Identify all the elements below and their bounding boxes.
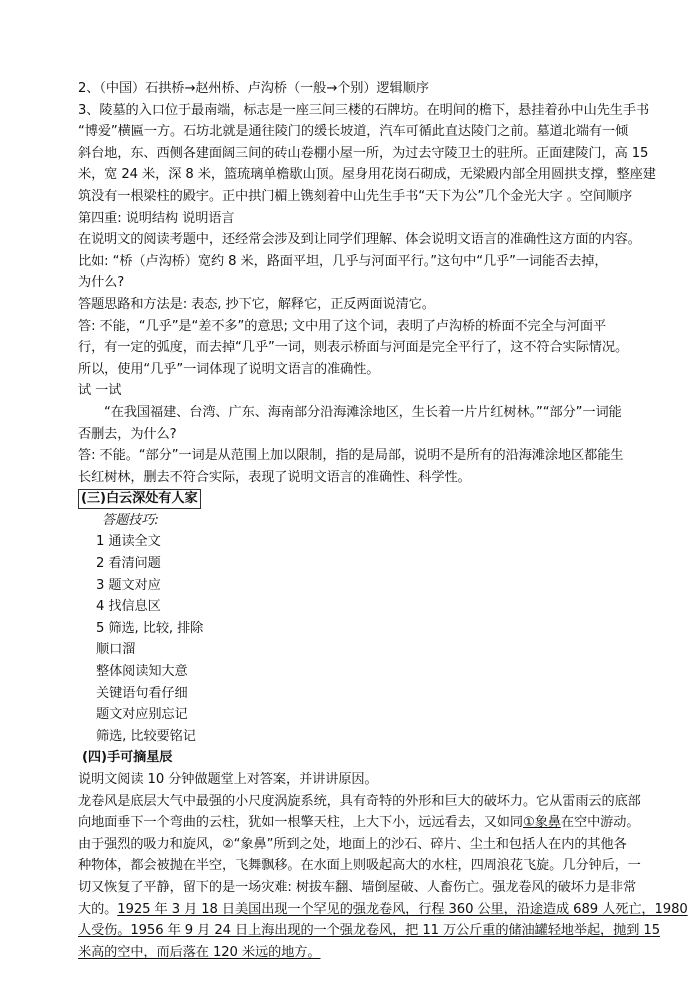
- section-heading-3: (三)白云深处有人家: [78, 489, 201, 509]
- paragraph-line: 答: 不能。“部分”一词是从范围上加以限制，指的是局部，说明不是所有的沿海滩涂地区都能生: [78, 448, 624, 464]
- list-item: 4 找信息区: [96, 599, 161, 615]
- rhyme-title: 顺口溜: [96, 642, 136, 658]
- paragraph-line: 米，宽 24 米，深 8 米，篮琉璃单檐歇山顶。屋身用花岗石砌成，无梁殿内部全用圆拱支撑，整座建: [78, 167, 656, 183]
- list-item: 3 题文对应: [96, 577, 161, 593]
- paragraph-line: 切又恢复了平静，留下的是一场灾难: 树拔车翻、墙倒屋破、人畜伤亡。强龙卷风的破坏力是非常: [78, 879, 637, 895]
- text-run: 在空中游动。: [560, 815, 640, 831]
- underlined-line: 人受伤。1956 年 9 月 24 日上海出现的一个强龙卷风，把 11 万公斤重的储油罐轻地举起，抛到 15: [78, 923, 660, 939]
- underlined-line: 米高的空中，而后落在 120 米远的地方。: [78, 944, 321, 960]
- paragraph-line: “在我国福建、台湾、广东、海南部分沿海滩涂地区，生长着一片片红树林。”“部分”一词能: [104, 404, 622, 420]
- paragraph-line: 在说明文的阅读考题中，还经常会涉及到让同学们理解、体会说明文语言的准确性这方面的内容。: [78, 232, 641, 248]
- text-run: 大的。: [78, 901, 118, 917]
- paragraph-line: 斜台地，东、西侧各建面阔三间的砖山卷棚小屋一所，为过去守陵卫士的驻所。正面建陵门，高 15: [78, 145, 649, 161]
- text-run: 向地面垂下一个弯曲的云柱，犹如一根擎天柱，上大下小，远远看去，又如同: [78, 815, 523, 831]
- paragraph-line: 否删去，为什么?: [78, 426, 177, 442]
- paragraph-line: 比如: “桥（卢沟桥）宽约 8 米，路面平坦，几乎与河面平行。”这句中“几乎”一词能否去掉，: [78, 253, 608, 269]
- paragraph-line: “博爱”横匾一方。石坊北就是通往陵门的缓长坡道，汽车可循此直达陵门之前。墓道北端有一倾: [78, 124, 629, 140]
- paragraph-line: 行，有一定的弧度，而去掉“几乎”一词，则表示桥面与河面是完全平行了，这不符合实际情况。: [78, 340, 629, 356]
- rhyme-line: 整体阅读知大意: [96, 664, 188, 680]
- paragraph-line: 筑没有一根梁柱的殿宇。正中拱门楣上镌刻着中山先生手书“天下为公”几个金光大字 。空间顺序: [78, 188, 633, 204]
- paragraph-line: 长红树林，删去不符合实际，表现了说明文语言的准确性、科学性。: [78, 469, 471, 485]
- document-body: [78, 78, 688, 963]
- section-heading-4: (四)手可摘星辰: [82, 750, 173, 766]
- paragraph-line: 所以，使用“几乎”一词体现了说明文语言的准确性。: [78, 361, 380, 377]
- paragraph-line: 由于强烈的吸力和旋风，②“象鼻”所到之处，地面上的沙石、碎片、尘土和包括人在内的其他各: [78, 836, 627, 852]
- paragraph-line: 2、（中国）石拱桥→赵州桥、卢沟桥（一般→个别）逻辑顺序: [78, 81, 429, 96]
- underlined-sentence: 1925 年 3 月 18 日美国出现一个罕见的强龙卷风，行程 360 公里，沿途造成 689 人死亡，1980: [117, 901, 688, 917]
- paragraph-line: 试 一试: [78, 383, 122, 399]
- paragraph-line: [78, 812, 640, 834]
- list-item: 5 筛选, 比较, 排除: [96, 620, 204, 636]
- list-item: 2 看清问题: [96, 556, 161, 572]
- rhyme-line: 题文对应别忘记: [96, 707, 188, 723]
- list-item: 1 通读全文: [96, 534, 161, 550]
- paragraph-line: 为什么?: [78, 275, 125, 291]
- paragraph-line: 答: 不能，“几乎”是“差不多”的意思; 文中用了这个词，表明了卢沟桥的桥面不完全与河面平: [78, 318, 607, 334]
- paragraph-line: 答题思路和方法是: 表态, 抄下它，解释它，正反两面说清它。: [78, 296, 435, 312]
- rhyme-line: 筛选, 比较要铭记: [96, 728, 196, 744]
- rhyme-line: 关键语句看仔细: [96, 685, 188, 701]
- paragraph-line: 龙卷风是底层大气中最强的小尺度涡旋系统，具有奇特的外形和巨大的破坏力。它从雷雨云的底部: [78, 793, 641, 809]
- tips-heading: 答题技巧:: [102, 512, 159, 528]
- paragraph-line: [78, 899, 688, 921]
- paragraph-line: 种物体，都会被抛在半空，飞舞飘移。在水面上则吸起高大的水柱，四周浪花飞旋。几分钟后，一: [78, 858, 641, 874]
- paragraph-line: 3、陵墓的入口位于最南端，标志是一座三间三楼的石牌坊。在明间的檐下，悬挂着孙中山先生手书: [78, 102, 650, 118]
- marked-phrase: ①象鼻: [522, 815, 561, 831]
- paragraph-line: 说明文阅读 10 分钟做题堂上对答案，并讲讲原因。: [78, 772, 378, 787]
- section-heading: 第四重: 说明结构 说明语言: [78, 210, 235, 226]
